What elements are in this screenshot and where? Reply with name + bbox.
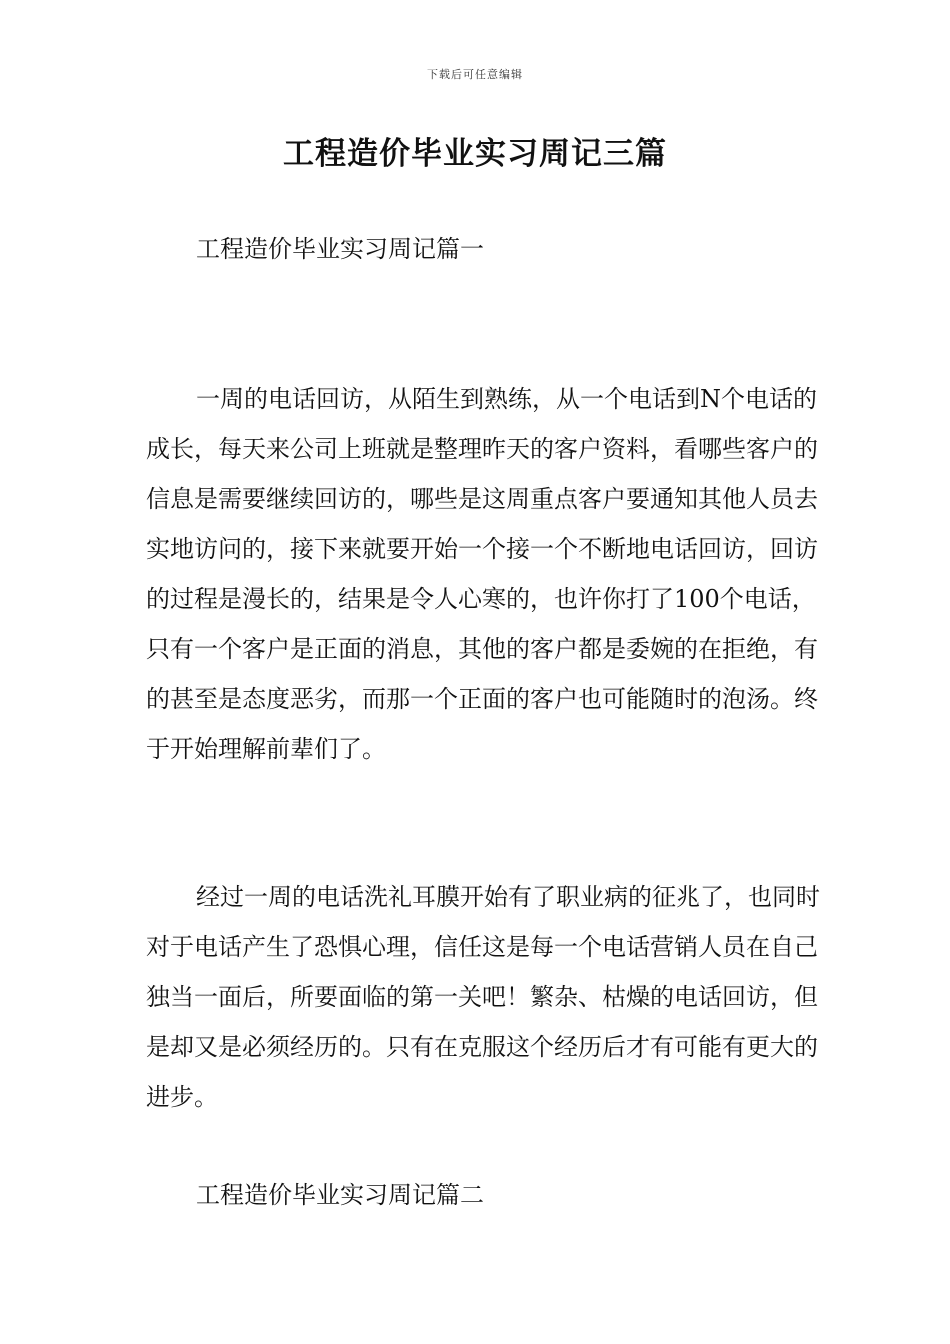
header-note: 下载后可任意编辑 [427, 68, 523, 81]
body-paragraph-2: 经过一周的电话洗礼耳膜开始有了职业病的征兆了，也同时对于电话产生了恐惧心理，信任这是每一个电话营销人员在自己独当一面后，所要面临的第一关吧！繁杂、枯燥的电话回访，但是却又是必须经历的。只有在克服这个经历后才有可能有更大的进步。 [146, 883, 820, 1111]
paragraph-1-container [146, 374, 826, 774]
body-paragraph-1: 一周的电话回访，从陌生到熟练，从一个电话到N个电话的成长，每天来公司上班就是整理昨天的客户资料，看哪些客户的信息是需要继续回访的，哪些是这周重点客户要通知其他人员去实地访问的，接下来就要开始一个接一个不断地电话回访，回访的过程是漫长的，结果是令人心寒的，也许你打了100个电话，只有一个客户是正面的消息，其他的客户都是委婉的在拒绝，有的甚至是态度恶劣，而那一个正面的客户也可能随时的泡汤。终于开始理解前辈们了。 [146, 385, 818, 763]
section-heading-2: 工程造价毕业实习周记篇二 [196, 1181, 484, 1209]
section-heading-1: 工程造价毕业实习周记篇一 [196, 235, 484, 263]
paragraph-2-container [146, 872, 826, 1122]
document-title: 工程造价毕业实习周记三篇 [283, 136, 667, 172]
